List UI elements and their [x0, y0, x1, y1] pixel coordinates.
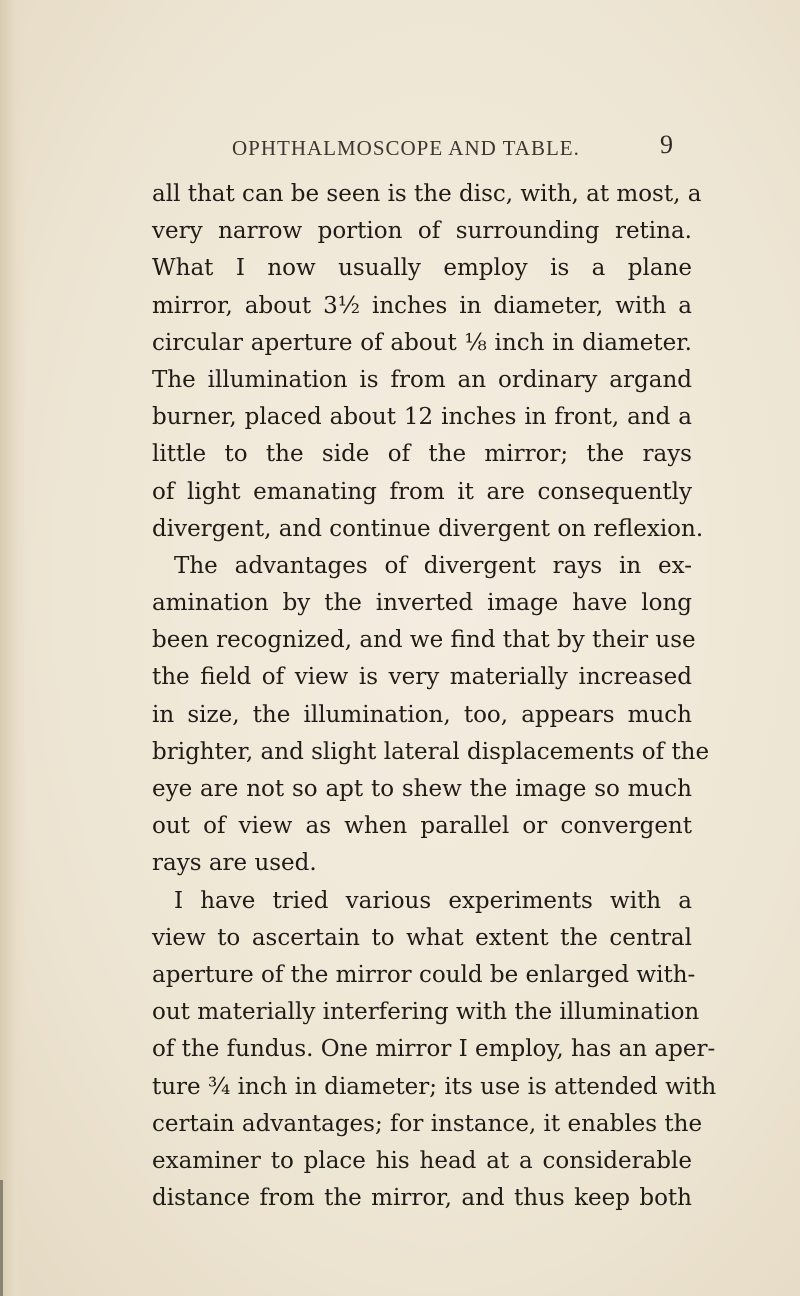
text-line: mirror, about 3½ inches in diameter, with a [152, 292, 692, 319]
text-line: of light emanating from it are consequently [152, 478, 692, 505]
text-line: in size, the illumination, too, appears much [152, 701, 692, 728]
text-line: The advantages of divergent rays in ex- [174, 552, 692, 579]
text-line: distance from the mirror, and thus keep both [152, 1185, 692, 1212]
text-line: ture ¾ inch in diameter; its use is attended with [152, 1073, 717, 1100]
text-line: very narrow portion of surrounding retina. [152, 218, 692, 245]
text-line: I have tried various experiments with a [174, 887, 692, 914]
text-line: rays are used. [152, 850, 317, 877]
text-line: out materially interfering with the illumination [152, 999, 700, 1026]
text-line: of the fundus. One mirror I employ, has an aper- [152, 1036, 716, 1063]
text-line: the field of view is very materially increased [152, 664, 692, 691]
running-header: OPHTHALMOSCOPE AND TABLE. [232, 136, 580, 160]
text-line: examiner to place his head at a considerable [152, 1147, 692, 1174]
text-line: divergent, and continue divergent on reflexion. [152, 515, 704, 542]
text-line: little to the side of the mirror; the rays [152, 441, 692, 468]
text-line: amination by the inverted image have long [152, 590, 692, 617]
binding-shadow [0, 0, 26, 1296]
text-line: all that can be seen is the disc, with, at most, a [152, 181, 702, 207]
text-line: eye are not so apt to shew the image so much [152, 776, 692, 802]
text-line: circular aperture of about ⅛ inch in diameter. [152, 329, 692, 356]
text-line: What I now usually employ is a plane [152, 255, 692, 282]
text-line: view to ascertain to what extent the central [152, 924, 692, 951]
text-line: out of view as when parallel or convergent [152, 813, 692, 840]
text-line: been recognized, and we find that by their use [152, 627, 696, 654]
body-text [152, 176, 717, 1217]
page-edge-mark [0, 1180, 3, 1296]
text-line: The illumination is from an ordinary argand [152, 366, 692, 393]
text-line: aperture of the mirror could be enlarged with- [152, 961, 696, 988]
text-line: brighter, and slight lateral displacements of the [152, 738, 710, 765]
text-line: burner, placed about 12 inches in front, and a [152, 404, 692, 431]
text-line: certain advantages; for instance, it enables the [152, 1110, 703, 1137]
page-number: 9 [660, 130, 673, 159]
